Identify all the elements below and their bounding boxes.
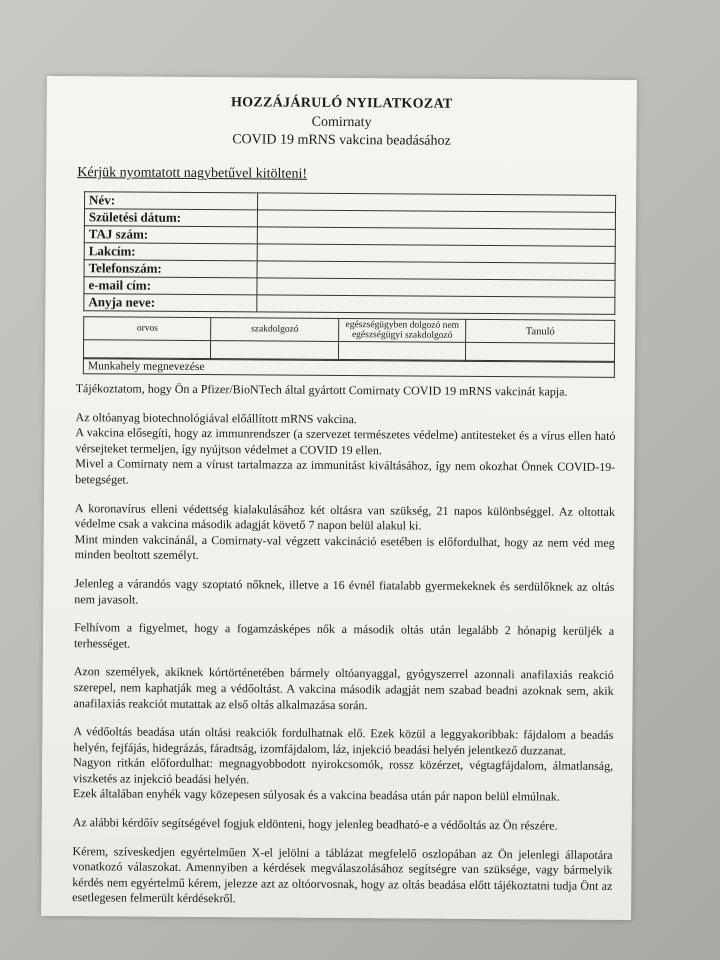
text-line: Az oltóanyag biotechnológiával előállított mRNS vakcina. [75,409,357,426]
role-header-other-health-line2: egészségügyi szakdolgozó [351,330,453,341]
text-line: Felhívom a figyelmet, hogy a fogamzásképes nők a második oltás után legalább 2 hónapig kerüljék a terhességet. [73,620,615,651]
role-header-nurse: szakdolgozó [211,318,339,342]
paragraph-instructions [72,844,612,910]
field-label-phone: Telefonszám: [84,260,257,278]
paragraph-questionnaire [73,815,613,834]
role-table [83,316,615,363]
field-label-email: e-mail cím: [84,277,257,295]
information-text [72,381,616,923]
text-line: Mivel a Comirnaty nem a vírust tartalmazza az immunitást kiváltásához, így nem okozhat Önnek COVID-19-betegséget. [75,456,616,487]
paragraph-anaphylaxis [74,664,614,715]
text-line: Tájékoztatom, hogy Ön a Pfizer/BioNTech által gyártott Comirnaty COVID 19 mRNS vakcinát kapja. [75,381,568,399]
text-line: A koronavírus elleni védettség kialakulásához két oltásra van szükség, 21 napos különbséggel. Az oltottak védelme csak a vakcina második adagját követő 7 napon belül alakul ki. [74,500,615,533]
field-label-birthdate: Születési dátum: [84,209,257,227]
form-product: Comirnaty [311,114,372,131]
field-label-address: Lakcím: [84,243,257,261]
paragraph-pregnancy [74,576,614,611]
text-line: Mint minden vakcinánál, a Comirnaty-val végzett vakcináció esetében is előfordulhat, hogy az nem véd meg minden beoltott személyt. [74,531,615,563]
role-header-student: Tanuló [466,319,615,343]
field-row-mother [84,294,615,315]
personal-data-table [83,191,616,315]
form-subtitle: COVID 19 mRNS vakcina beadásához [232,132,451,149]
fill-instruction: Kérjük nyomtatott nagybetűvel kitölteni! [77,165,308,182]
role-header-other-health [338,318,466,342]
field-label-name: Név: [85,192,258,210]
form-title: HOZZÁJÁRULÓ NYILATKOZAT [230,95,453,112]
paragraph-intro [76,381,616,400]
text-line: Jelenleg a várandós vagy szoptató nőknek, illetve a 16 évnél fiatalabb gyermekeknek és serdülőknek az oltás nem javasolt. [74,576,615,607]
paragraph-fertility [74,620,614,655]
paragraph-doses [75,501,615,567]
text-line: Nagyon ritkán előfordulhat: megnagyobbodott nyirokcsomók, rossz közérzet, végtagfájdalom, álmatlanság, viszketés az injekció beadási helyén. [72,755,614,787]
field-value-mother[interactable] [257,295,615,314]
workplace-table [83,357,615,378]
workplace-field[interactable]: Munkahely megnevezése [83,358,614,378]
consent-form-page [41,76,637,920]
role-header-doctor: orvos [84,317,212,341]
text-line: A védőoltás beadása után oltási reakciók fordulhatnak elő. Ezek közül a leggyakoribbak: fájdalom a beadás helyén, fejfájás, hidegrázás, fáradtság, izomfájdalom, láz, injekció beadási helyén jelentkező duzzanat. [73,724,614,758]
text-line: Kérem, szíveskedjen egyértelműen X-el jelölni a táblázat megfelelő oszlopában az Ön jelenlegi állapotára vonatkozó válaszokat. Amennyiben a kérdések megválaszolásához segítségre van szüksége, vagy bármelyik kérdés nem egyértelmű kérem, jelezze azt az oltóorvosnak, hogy az oltás beadása előtt tájékoztatni tudja Önt az esetlegesen felmerült kérdésekről. [72,843,613,906]
field-label-mother: Anyja neve: [84,294,257,312]
text-line: Ezek általában enyhék vagy közepesen súlyosak és a vakcina beadása után pár napon belül elmúlnak. [72,786,560,805]
paragraph-vaccine [75,410,616,492]
role-header-other-health-line1: egészségügyben dolgozó nem [345,320,460,331]
text-line: Azon személyek, akiknek kórtörténetében bármely oltóanyaggal, gyógyszerrel azonnali anafilaxiás reakció szerepel, nem kaphatják meg a védőoltást. A vakcina második adagját nem szabad beadni azoknak sem, akik anafilaxiás reakciót mutattak az első oltás alkalmazása során. [73,664,614,712]
field-label-taj: TAJ szám: [84,226,257,244]
paragraph-side-effects [73,724,614,806]
text-line: A vakcina elősegíti, hogy az immunrendszer (a szervezet természetes védelme) antitesteket és a vírus ellen ható vérsejteket termeljen, így nyújtson védelmet a COVID 19 ellen. [75,425,616,458]
text-line: Az alábbi kérdőív segítségével fogjuk eldönteni, hogy jelenleg beadható-e a védőoltás az Ön részére. [72,815,558,833]
